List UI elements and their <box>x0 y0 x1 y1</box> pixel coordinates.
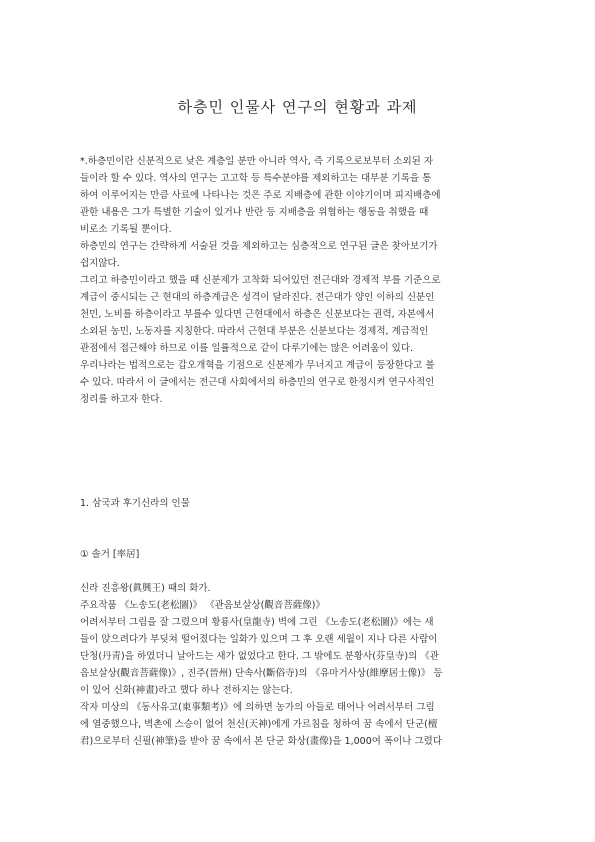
intro-line: 소외된 농민, 노동자를 지칭한다. 따라서 근현대 부분은 신분보다는 경제적, 계급적인 <box>80 326 429 337</box>
entry-line: 이 있어 신화(神畫)라고 했다 하나 전하지는 않는다. <box>80 685 293 696</box>
intro-line: 들이라 할 수 있다. 역사의 연구는 고고학 등 특수분야를 제외하고는 대부분 기록을 통 <box>80 173 432 184</box>
entry-line: 어려서부터 그림을 잘 그렸으며 황룡사(皇龍寺) 벽에 그린 《노송도(老松圖)》에는 새 <box>80 617 434 628</box>
document-title: 하층민 인물사 연구의 현황과 과제 <box>177 98 418 116</box>
entry-line: 신라 진흥왕(眞興王) 때의 화가. <box>80 583 211 594</box>
intro-line: 관한 내용은 그가 특별한 기술이 있거나 반란 등 지배층을 위협하는 행동을 취했을 때 <box>80 207 429 218</box>
entry-paragraph <box>80 580 520 750</box>
intro-line: 쉽지않다. <box>80 258 120 269</box>
intro-line: *.하층민이란 신분적으로 낮은 계층일 분만 아니라 역사, 즉 기록으로보부터 소외된 자 <box>80 156 434 167</box>
section-heading-text: 1. 삼국과 후기신라의 인물 <box>80 498 190 509</box>
entry-line: 君)으로부터 신필(神筆)을 받아 꿈 속에서 본 단군 화상(畫像)을 1,000여 폭이나 그렸다 <box>80 736 443 747</box>
entry-line: 음보살상(觀音菩薩像)》, 진주(晉州) 단속사(斷俗寺)의 《유마거사상(維摩居士像)》 등 <box>80 668 443 679</box>
intro-line: 수 있다. 따라서 이 글에서는 전근대 사회에서의 하층민의 연구로 한정시켜 연구사적인 <box>80 377 435 388</box>
entry-line: 주요작품 《노송도(老松圖)》 《관음보살상(觀音菩薩像)》 <box>80 600 325 611</box>
intro-line: 관점에서 접근해야 하므로 이를 일률적으로 같이 다루기에는 많은 어려움이 있다. <box>80 343 414 354</box>
intro-paragraph <box>80 153 520 408</box>
entry-line: 단청(丹靑)을 하였더니 날아드는 새가 없었다고 한다. 그 밖에도 분황사(芬皇寺)의 《관 <box>80 651 439 662</box>
subsection-heading <box>80 546 520 563</box>
entry-line: 들이 앉으려다가 부딪쳐 떨어졌다는 일화가 있으며 그 후 오랜 세월이 지나 다른 사람이 <box>80 634 438 645</box>
section-heading <box>80 495 520 512</box>
intro-line: 천민, 노비를 하층이라고 부를수 있다면 근현대에서 하층은 신분보다는 권력, 자본에서 <box>80 309 435 320</box>
intro-line: 비로소 기록될 뿐이다. <box>80 224 172 235</box>
intro-line: 정리를 하고자 한다. <box>80 394 163 405</box>
subsection-heading-text: ① 솔거 [率居] <box>80 549 140 560</box>
intro-line: 하여 이루어지는 만큼 사료에 나타나는 것은 주로 지배층에 관한 이야기이며 피지배층에 <box>80 190 441 201</box>
intro-line: 계급이 중시되는 근 현대의 하층계급은 성격이 달라진다. 전근대가 양인 이하의 신분인 <box>80 292 435 303</box>
entry-line: 에 열중했으나, 벽촌에 스승이 없어 천신(天神)에게 가르침을 청하여 꿈 속에서 단군(檀 <box>80 719 438 730</box>
intro-line: 우리나라는 법적으로는 갑오개혁을 기점으로 신분제가 무너지고 계급이 등장한다고 볼 <box>80 360 435 371</box>
entry-line: 작자 미상의 《동사유고(東事類考)》에 의하면 농가의 아들로 태어나 어려서부터 그림 <box>80 702 435 713</box>
intro-line: 하층민의 연구는 간략하게 서술된 것을 제외하고는 심층적으로 연구된 글은 찾아보기가 <box>80 241 438 252</box>
intro-line: 그리고 하층민이라고 했을 때 신분제가 고착화 되어있던 전근대와 경제적 부를 기준으로 <box>80 275 441 286</box>
